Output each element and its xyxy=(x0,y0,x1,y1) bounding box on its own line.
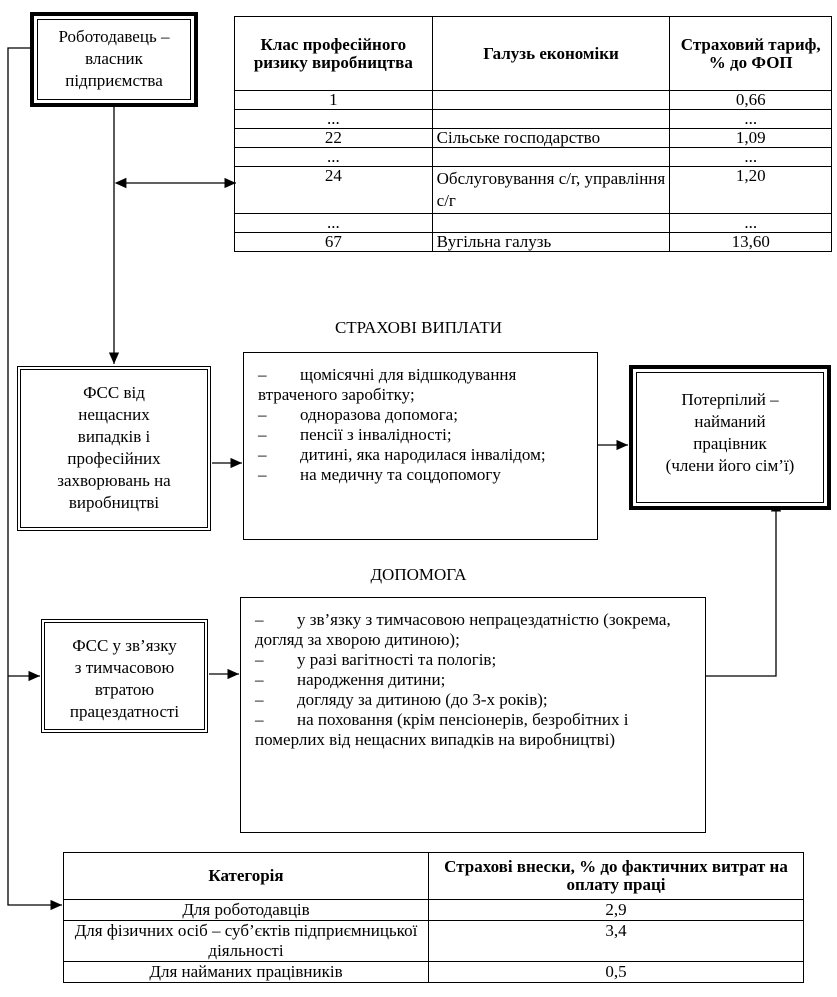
tariff-cell: ... xyxy=(670,148,832,167)
tariff-cell: ... xyxy=(670,110,832,129)
fss-temporary-box xyxy=(41,619,208,733)
header-category: Категорія xyxy=(64,853,429,900)
list-item-text: одноразова допомога; xyxy=(300,405,458,424)
victim-line: працівник xyxy=(693,434,767,453)
table-row xyxy=(235,214,832,233)
list-item-text: пенсії з інвалідності; xyxy=(300,425,452,444)
risk-class-cell: ... xyxy=(235,110,433,129)
list-item-text: народження дитини; xyxy=(297,670,446,689)
category-cell: Для найманих працівників xyxy=(64,962,429,983)
victim-box xyxy=(629,365,831,510)
payments-list-box xyxy=(243,352,598,540)
industry-cell: Обслуговування с/г, управління с/г xyxy=(432,167,670,214)
fss-accidents-box xyxy=(17,366,211,531)
industry-cell xyxy=(432,91,670,110)
list-item: – щомісячні для відшкодування втраченого заробітку; xyxy=(258,365,517,404)
employer-box xyxy=(30,12,198,107)
list-item: – дитині, яка народилася інвалідом; xyxy=(258,445,546,464)
category-cell: Для роботодавців xyxy=(64,900,429,921)
list-item: – у зв’язку з тимчасовою непрацездатністю (зокрема, догляд за хворою дитиною); xyxy=(255,610,671,649)
table-row xyxy=(64,962,804,983)
list-item: – на медичну та соцдопомогу xyxy=(258,465,501,484)
risk-class-cell: 24 xyxy=(235,167,433,214)
header-industry: Галузь економіки xyxy=(432,17,670,91)
contributions-table xyxy=(63,852,804,983)
list-item-text: на поховання (крім пенсіонерів, безробітних і померлих від нещасних випадків на виробництві) xyxy=(255,710,629,749)
list-item: – у разі вагітності та пологів; xyxy=(255,650,497,669)
industry-cell: Сільське господарство xyxy=(432,129,670,148)
list-item: – одноразова допомога; xyxy=(258,405,458,424)
table-row xyxy=(64,900,804,921)
tariff-cell: 0,66 xyxy=(670,91,832,110)
list-item-text: щомісячні для відшкодування втраченого заробітку; xyxy=(258,365,517,404)
fss-accidents-line: ФСС від xyxy=(83,383,145,402)
tariff-table xyxy=(234,16,832,252)
risk-class-cell: 22 xyxy=(235,129,433,148)
tariff-cell: 1,09 xyxy=(670,129,832,148)
industry-cell: Вугільна галузь xyxy=(432,233,670,252)
victim-line: (члени його сім’ї) xyxy=(665,456,795,475)
table-row xyxy=(235,91,832,110)
heading-aid: ДОПОМОГА xyxy=(370,565,467,584)
header-tariff: Страховий тариф, % до ФОП xyxy=(670,17,832,91)
table-row xyxy=(235,129,832,148)
risk-class-cell: ... xyxy=(235,214,433,233)
list-item: – догляду за дитиною (до 3-х років); xyxy=(255,690,548,709)
list-item-text: дитині, яка народилася інвалідом; xyxy=(300,445,546,464)
header-risk-class: Клас професійного ризику виробництва xyxy=(235,17,433,91)
tariff-table-header xyxy=(235,17,832,91)
list-item: – на поховання (крім пенсіонерів, безробітних і померлих від нещасних випадків на виробництві) xyxy=(255,710,629,749)
fss-accidents-line: виробництві xyxy=(68,493,160,512)
fss-temporary-line: з тимчасовою xyxy=(74,658,175,677)
contribution-cell: 2,9 xyxy=(429,900,804,921)
employer-line-1: Роботодавець – xyxy=(58,27,170,46)
contributions-header xyxy=(64,853,804,900)
list-item: – пенсії з інвалідності; xyxy=(258,425,452,444)
table-row xyxy=(235,148,832,167)
tariff-cell: ... xyxy=(670,214,832,233)
contribution-cell: 0,5 xyxy=(429,962,804,983)
table-row xyxy=(235,233,832,252)
fss-temporary-line: втратою xyxy=(94,680,155,699)
risk-class-cell: ... xyxy=(235,148,433,167)
employer-line-2: власник xyxy=(85,49,143,68)
fss-accidents-line: професійних xyxy=(67,449,161,468)
list-item-text: на медичну та соцдопомогу xyxy=(300,465,501,484)
table-row xyxy=(235,110,832,129)
heading-insurance-payments: СТРАХОВІ ВИПЛАТИ xyxy=(334,318,503,337)
contribution-cell: 3,4 xyxy=(429,921,804,962)
header-contributions: Страхові внески, % до фактичних витрат на оплату праці xyxy=(429,853,804,900)
risk-class-cell: 67 xyxy=(235,233,433,252)
industry-cell xyxy=(432,110,670,129)
table-row xyxy=(64,921,804,962)
fss-temporary-line: працездатності xyxy=(69,702,180,721)
list-item-text: у разі вагітності та пологів; xyxy=(297,650,497,669)
list-item-text: у зв’язку з тимчасовою непрацездатністю (зокрема, догляд за хворою дитиною); xyxy=(255,610,671,649)
employer-line-3: підприємства xyxy=(65,71,163,90)
tariff-cell: 1,20 xyxy=(670,167,832,214)
victim-line: Потерпілий – xyxy=(681,390,779,409)
fss-accidents-line: захворювань на xyxy=(57,471,171,490)
list-item: – народження дитини; xyxy=(255,670,446,689)
victim-line: найманий xyxy=(694,412,766,431)
fss-accidents-line: нещасних xyxy=(78,405,150,424)
fss-accidents-line: випадків і xyxy=(77,427,151,446)
industry-cell xyxy=(432,148,670,167)
category-cell: Для фізичних осіб – суб’єктів підприємницької діяльності xyxy=(64,921,429,962)
industry-cell xyxy=(432,214,670,233)
tariff-cell: 13,60 xyxy=(670,233,832,252)
aid-list-box xyxy=(240,597,706,833)
list-item-text: догляду за дитиною (до 3-х років); xyxy=(297,690,548,709)
table-row xyxy=(235,167,832,214)
risk-class-cell: 1 xyxy=(235,91,433,110)
fss-temporary-line: ФСС у зв’язку xyxy=(72,636,177,655)
